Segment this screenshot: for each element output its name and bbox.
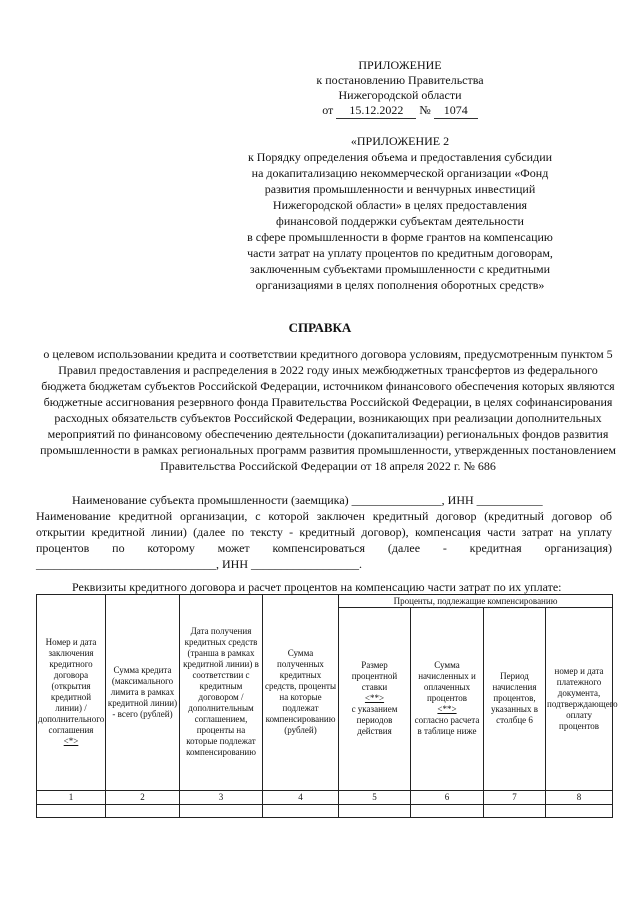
col-header-3: Дата получения кредитных средств (транша в рамках кредитной линии) в соответствии с кредитным договором / дополнительным соглашением, проценты на которые подлежат компенсированию xyxy=(180,595,263,791)
table-cell xyxy=(484,804,546,817)
col-number: 4 xyxy=(263,790,339,804)
date-prefix: от xyxy=(322,103,334,117)
table-cell xyxy=(180,804,263,817)
appendix2-line: на докапитализацию некоммерческой организации «Фонд xyxy=(251,166,549,180)
col-header-2: Сумма кредита (максимального лимита в рамках кредитной линии) - всего (рублей) xyxy=(106,595,180,791)
appendix-title: ПРИЛОЖЕНИЕ xyxy=(358,58,442,72)
col-header-8: номер и дата платежного документа, подтверждающего оплату процентов xyxy=(546,608,613,790)
borrower-name-paragraph: Наименование субъекта промышленности (заемщика) _______________, ИНН ___________ xyxy=(72,493,543,507)
appendix2-line: к Порядку определения объема и предоставления субсидии xyxy=(247,150,553,164)
appendix2-line: в сфере промышленности в форме грантов на компенсацию xyxy=(247,230,553,244)
requisites-paragraph: Реквизиты кредитного договора и расчет процентов на компенсацию части затрат по их уплате: xyxy=(72,580,562,594)
col-number: 5 xyxy=(339,790,411,804)
table-cell xyxy=(339,804,411,817)
credit-table xyxy=(36,594,618,818)
appendix-number: 1074 xyxy=(434,103,478,119)
table-cell xyxy=(546,804,613,817)
table-cell xyxy=(106,804,180,817)
appendix-line-2: Нижегородской области xyxy=(338,88,462,102)
appendix2-line: Нижегородской области» в целях предоставления xyxy=(272,198,528,212)
col-number: 2 xyxy=(106,790,180,804)
appendix2-line: развития промышленности и венчурных инвестиций xyxy=(264,182,536,196)
appendix-date: 15.12.2022 xyxy=(336,103,416,119)
table-cell xyxy=(411,804,484,817)
footnote-mark: <**> xyxy=(364,693,385,704)
appendix2-line: организациями в целях пополнения оборотных средств» xyxy=(255,278,545,292)
col-header-7: Период начисления процентов, указанных в столбце 6 xyxy=(484,608,546,790)
appendix-date-line xyxy=(300,103,500,119)
appendix2-header xyxy=(225,133,575,293)
appendix2-line: заключенным субъектами промышленности с кредитными xyxy=(249,262,551,276)
number-prefix: № xyxy=(419,103,431,117)
col-number: 6 xyxy=(411,790,484,804)
table-cell xyxy=(263,804,339,817)
col-header-4: Сумма полученных кредитных средств, проценты на которые подлежат компенсированию (рублей) xyxy=(263,595,339,791)
table-row xyxy=(37,804,613,817)
table-cell xyxy=(37,804,106,817)
col-number: 3 xyxy=(180,790,263,804)
appendix-line-1: к постановлению Правительства xyxy=(316,73,484,87)
appendix-header xyxy=(300,58,500,119)
col-number: 8 xyxy=(546,790,613,804)
appendix2-line: «ПРИЛОЖЕНИЕ 2 xyxy=(350,134,450,148)
appendix2-line: финансовой поддержки субъектам деятельности xyxy=(276,214,524,228)
footnote-mark: <*> xyxy=(63,736,79,747)
document-heading: СПРАВКА xyxy=(288,320,352,335)
footnote-mark: <**> xyxy=(437,704,457,715)
col-number: 7 xyxy=(484,790,546,804)
column-number-row xyxy=(37,790,613,804)
document-subtitle: о целевом использовании кредита и соответствии кредитного договора условиям, предусмотренным пунктом 5 Правил предоставления и распределения в 2022 году иных межбюджетных трансфертов из федерального бюджета бюджетам субъектов Российской Федерации, источником финансового обеспечения которых являются бюджетные ассигнования резервного фонда Правительства Российской Федерации, в целях софинансирования расходных обязательств субъектов Российской Федерации, возникающих при реализации дополнительных мероприятий по финансовому обеспечению деятельности (докапитализации) региональных фондов развития промышленности в рамках региональных программ развития промышленности, утвержденных постановлением Правительства Российской Федерации от 18 апреля 2022 г. № 686 xyxy=(40,347,616,473)
col-header-6: Сумма начисленных и оплаченных процентов <**> согласно расчета в таблице ниже xyxy=(411,608,484,790)
col-header-5: Размер процентной ставки <**> с указанием периодов действия xyxy=(339,608,411,790)
group-header: Проценты, подлежащие компенсированию xyxy=(339,595,613,608)
appendix2-line: части затрат на уплату процентов по кредитным договорам, xyxy=(247,246,553,260)
col-number: 1 xyxy=(37,790,106,804)
credit-org-paragraph: Наименование кредитной организации, с которой заключен кредитный договор (кредитный договор об открытии кредитной линии) (далее по тексту - кредитный договор), компенсация части затрат на уплату процентов по которому может компенсироваться (далее - кредитная организация) ______________________________, ИНН __________________. xyxy=(36,509,612,571)
col-header-1: Номер и дата заключения кредитного договора (открытия кредитной линии) / дополнительного соглашения <*> xyxy=(37,595,106,791)
